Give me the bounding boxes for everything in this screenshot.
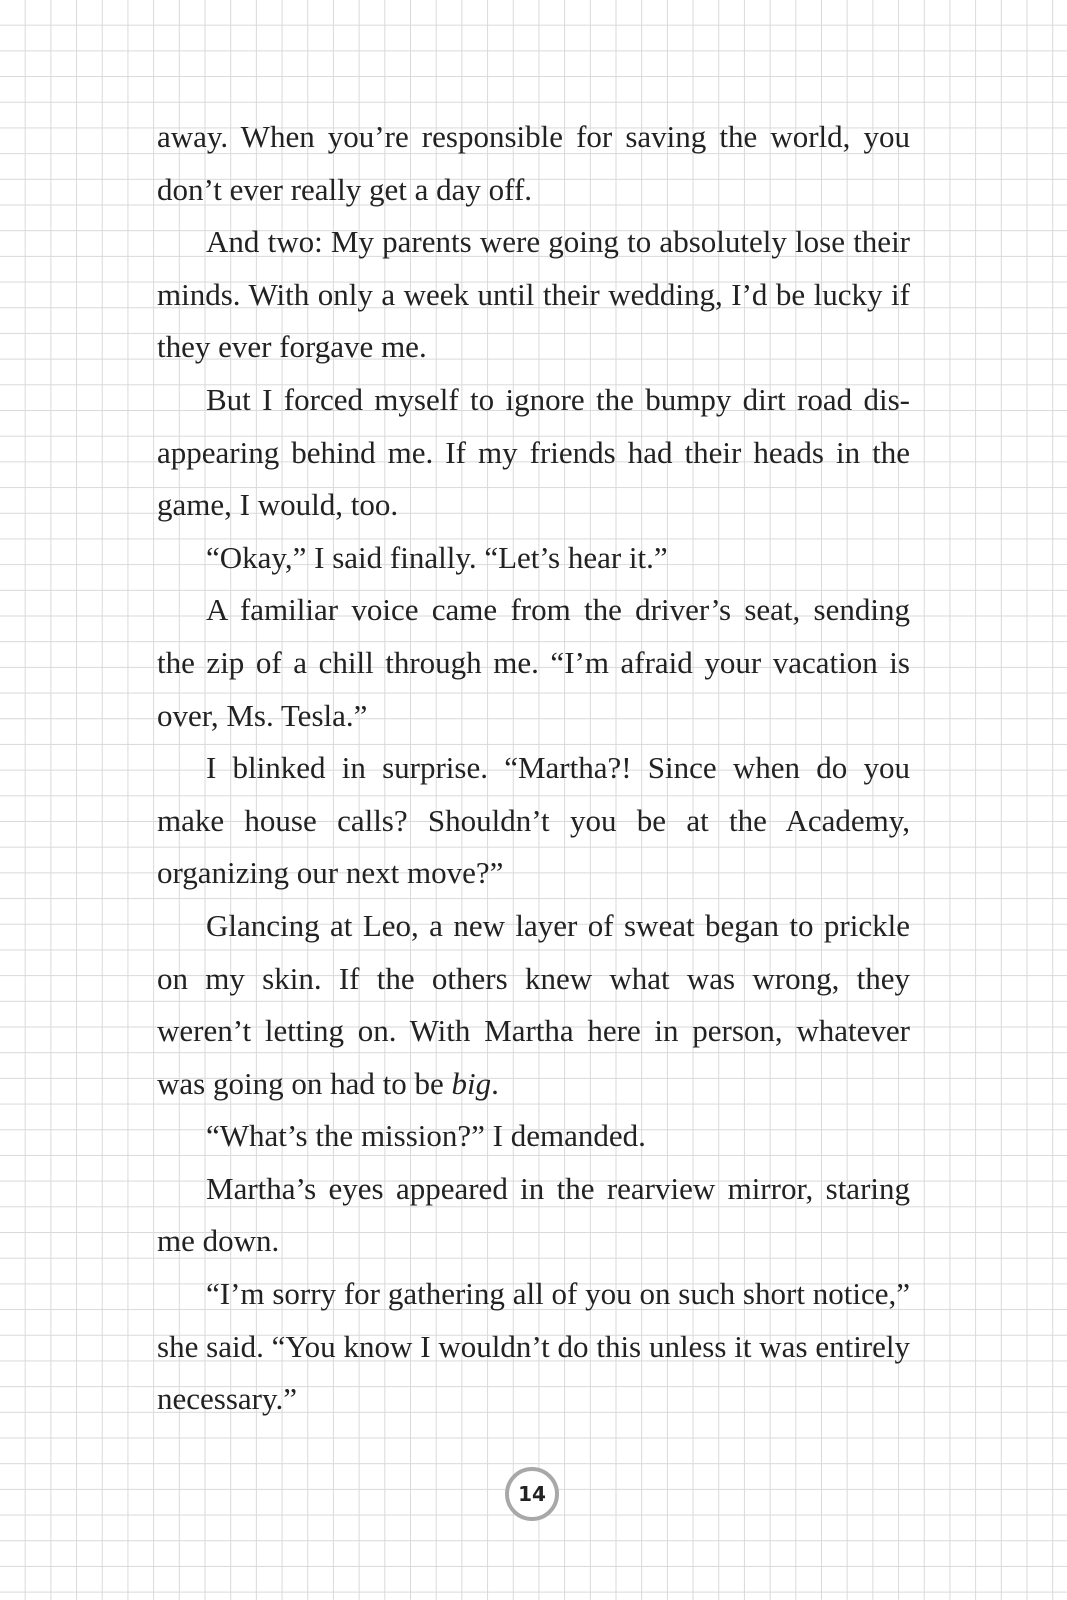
emphasis-word: big bbox=[451, 1065, 492, 1101]
paragraph-4: “Okay,” I said finally. “Let’s hear it.” bbox=[206, 539, 668, 575]
paragraph-1: away. When you’re responsible for saving the world, you don’t ever really get a day off. bbox=[157, 119, 910, 207]
paragraph-7-text: Glancing at Leo, a new layer of sweat began to prickle on my skin. If the others knew what was wrong, they weren’t letting on. With Martha here in person, whatever was going on had to be bbox=[157, 907, 910, 1101]
page-number: 14 bbox=[518, 1482, 546, 1506]
paragraph-2: And two: My parents were going to absolutely lose their minds. With only a week until their wedding, I’d be lucky if they ever forgave me. bbox=[157, 224, 910, 365]
paragraph-6: I blinked in surprise. “Martha?! Since when do you make house calls? Shouldn’t you be at the Academy, organizing our next move?” bbox=[157, 750, 910, 891]
paragraph-9: Martha’s eyes appeared in the rearview mirror, staring me down. bbox=[157, 1170, 910, 1259]
emphasis-suffix: . bbox=[491, 1065, 499, 1101]
paragraph-3: But I forced myself to ignore the bumpy dirt road disappearing behind me. If my friends had their heads in the game, I would, too. bbox=[157, 381, 910, 523]
paragraph-5: A familiar voice came from the driver’s seat, sending the zip of a chill through me. “I’m afraid your vacation is over, Ms. Tesla.” bbox=[157, 592, 910, 733]
paragraph-8: “What’s the mission?” I demanded. bbox=[206, 1118, 646, 1154]
page-number-badge bbox=[505, 1467, 559, 1521]
paragraph-10: “I’m sorry for gathering all of you on such short notice,” she said. “You know I wouldn’t do this unless it was entirely necessary.” bbox=[157, 1276, 910, 1417]
paragraph-7 bbox=[157, 900, 910, 1110]
body-text bbox=[157, 111, 910, 1426]
